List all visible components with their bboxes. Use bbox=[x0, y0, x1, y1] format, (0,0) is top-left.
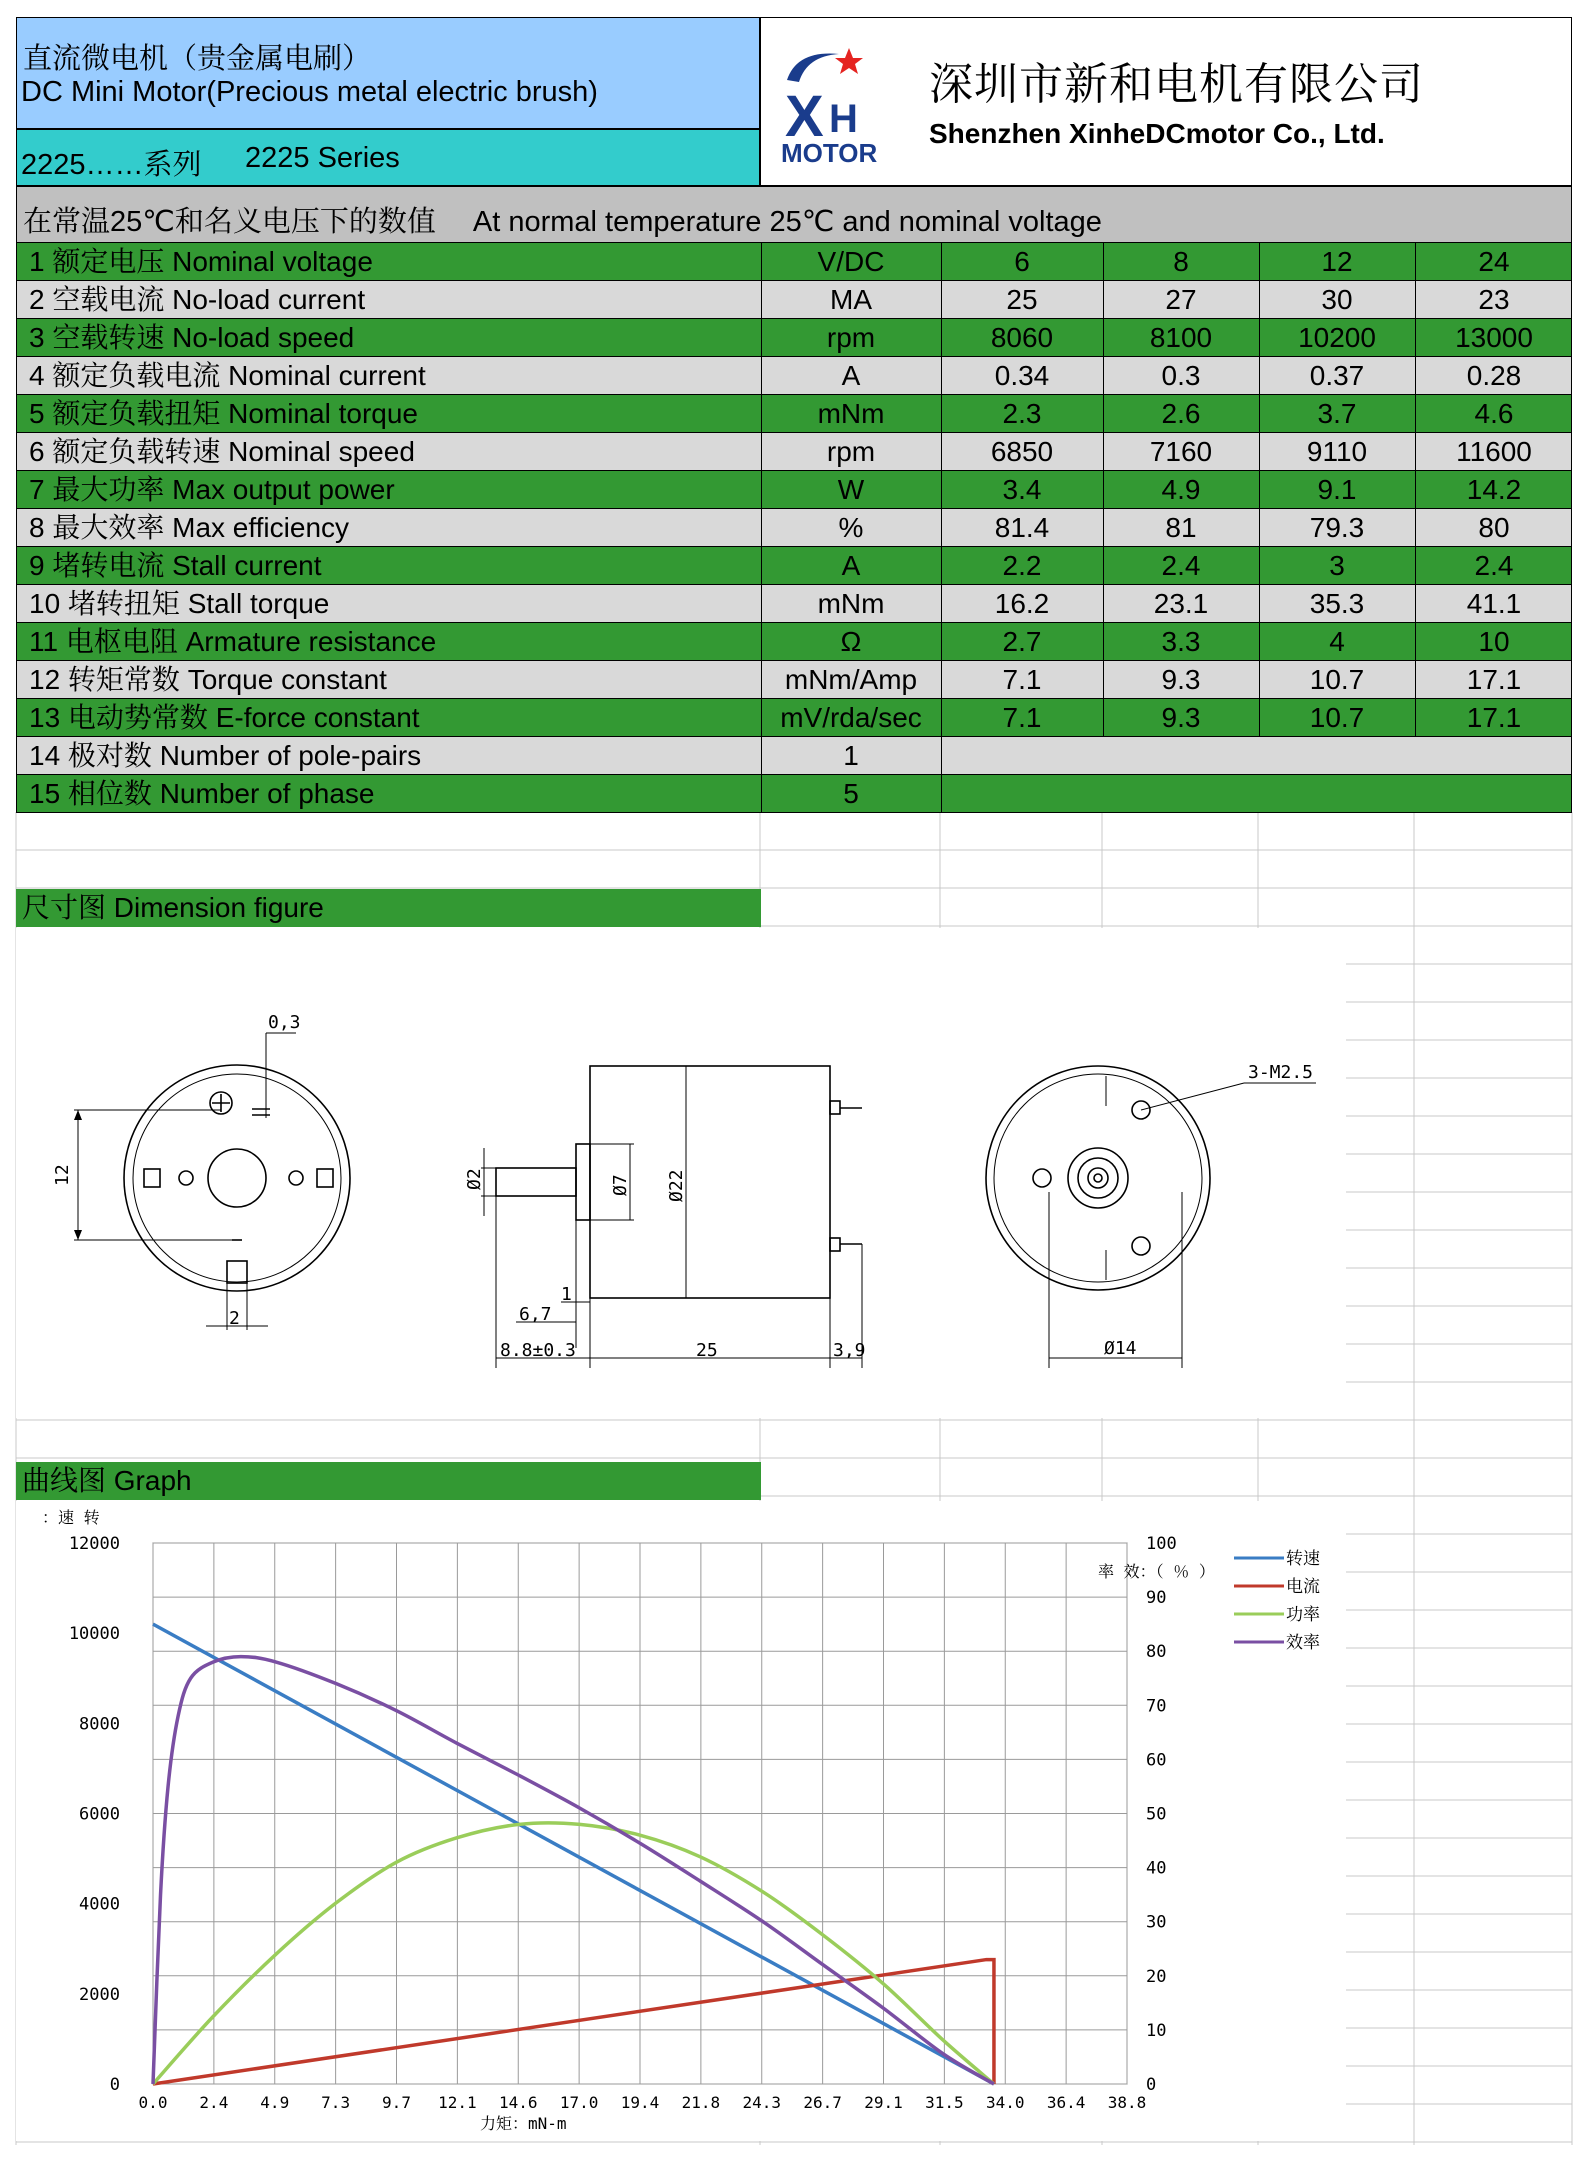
spec-value: 9.3 bbox=[1161, 664, 1201, 695]
cell-divider bbox=[761, 281, 762, 319]
spec-value: 4.9 bbox=[1161, 474, 1201, 505]
cell-divider bbox=[1415, 433, 1416, 471]
cell-divider bbox=[941, 623, 942, 661]
cell-divider bbox=[1103, 357, 1104, 395]
spec-row bbox=[16, 319, 1572, 357]
spec-unit: 1 bbox=[843, 740, 859, 771]
spec-value: 10200 bbox=[1298, 322, 1376, 353]
spec-label: 7 最大功率 Max output power bbox=[29, 474, 395, 505]
spec-value: 14.2 bbox=[1466, 474, 1522, 505]
y-left-axis-label: ：速 转 bbox=[42, 1508, 100, 1527]
condition-row bbox=[16, 186, 1572, 243]
spec-value: 8 bbox=[1173, 246, 1189, 277]
svg-text:Ø7: Ø7 bbox=[610, 1174, 631, 1196]
cell-divider bbox=[761, 319, 762, 357]
spec-label: 1 额定电压 Nominal voltage bbox=[29, 246, 373, 277]
company-logo bbox=[777, 42, 887, 167]
spec-value: 0.34 bbox=[994, 360, 1050, 391]
series-cn: 2225……系列 bbox=[21, 149, 202, 181]
spec-value: 23.1 bbox=[1153, 588, 1209, 619]
cell-divider bbox=[1103, 281, 1104, 319]
spec-value: 2.7 bbox=[1002, 626, 1042, 657]
spec-label: 8 最大效率 Max efficiency bbox=[29, 512, 350, 543]
spec-unit: rpm bbox=[826, 436, 876, 467]
cell-divider bbox=[1415, 699, 1416, 737]
x-tick-label: 12.1 bbox=[438, 2093, 477, 2112]
y-right-tick-label: 40 bbox=[1146, 1858, 1167, 1879]
spec-unit: MA bbox=[830, 284, 872, 315]
graph-section-title: 曲线图 Graph bbox=[22, 1465, 192, 1496]
dimension-section-bar bbox=[16, 889, 761, 927]
spec-value: 2.6 bbox=[1161, 398, 1201, 429]
spec-value: 35.3 bbox=[1309, 588, 1365, 619]
cell-divider bbox=[761, 547, 762, 585]
x-tick-label: 21.8 bbox=[681, 2093, 721, 2112]
cell-divider bbox=[941, 509, 942, 547]
spec-value: 2.3 bbox=[1002, 398, 1042, 429]
spec-value: 3.7 bbox=[1317, 398, 1357, 429]
spec-value: 79.3 bbox=[1309, 512, 1365, 543]
spec-value: 13000 bbox=[1455, 322, 1533, 353]
cell-divider bbox=[761, 243, 762, 281]
company-cell bbox=[760, 17, 1572, 186]
svg-text:MOTOR: MOTOR bbox=[781, 138, 878, 167]
company-name-cn: 深圳市新和电机有限公司 bbox=[929, 59, 1424, 110]
cell-divider bbox=[1259, 661, 1260, 699]
spec-unit: A bbox=[841, 360, 861, 391]
series-line-1 bbox=[153, 1960, 994, 2084]
spec-value: 10 bbox=[1478, 626, 1510, 657]
cell-divider bbox=[941, 357, 942, 395]
spec-unit: rpm bbox=[826, 322, 876, 353]
spec-row bbox=[16, 547, 1572, 585]
cell-divider bbox=[1103, 585, 1104, 623]
y-right-tick-label: 30 bbox=[1146, 1912, 1167, 1933]
spec-value: 10.7 bbox=[1309, 702, 1365, 733]
cell-divider bbox=[1259, 509, 1260, 547]
cell-divider bbox=[941, 661, 942, 699]
y-right-tick-label: 90 bbox=[1146, 1588, 1167, 1609]
title-cell bbox=[16, 17, 760, 129]
cell-divider bbox=[761, 471, 762, 509]
spec-unit: W bbox=[837, 474, 865, 505]
x-tick-label: 26.7 bbox=[803, 2093, 842, 2112]
cell-divider bbox=[761, 357, 762, 395]
spec-value: 3.4 bbox=[1002, 474, 1042, 505]
cell-divider bbox=[941, 319, 942, 357]
series-line-0 bbox=[153, 1624, 994, 2084]
legend-label: 功率 bbox=[1286, 1605, 1320, 1625]
legend-label: 电流 bbox=[1286, 1577, 1320, 1597]
svg-text:2: 2 bbox=[229, 1308, 240, 1329]
cell-divider bbox=[1259, 357, 1260, 395]
spec-row bbox=[16, 243, 1572, 281]
cell-divider bbox=[1415, 509, 1416, 547]
spec-label: 13 电动势常数 E-force constant bbox=[29, 702, 420, 733]
title-en: DC Mini Motor(Precious metal electric brush) bbox=[21, 76, 598, 108]
series-cell bbox=[16, 129, 760, 186]
cell-divider bbox=[941, 737, 942, 775]
cell-divider bbox=[761, 509, 762, 547]
spec-row bbox=[16, 585, 1572, 623]
spec-unit: mNm bbox=[817, 588, 885, 619]
svg-text:25: 25 bbox=[696, 1340, 718, 1361]
cell-divider bbox=[941, 281, 942, 319]
cell-divider bbox=[1415, 547, 1416, 585]
svg-text:3,9: 3,9 bbox=[833, 1340, 866, 1361]
x-tick-label: 36.4 bbox=[1046, 2093, 1086, 2112]
series-en: 2225 Series bbox=[245, 142, 400, 174]
dimension-section-title: 尺寸图 Dimension figure bbox=[22, 892, 324, 923]
spec-unit: 5 bbox=[843, 778, 859, 809]
spec-row bbox=[16, 661, 1572, 699]
x-tick-label: 34.0 bbox=[985, 2093, 1025, 2112]
y-right-tick-label: 10 bbox=[1146, 2020, 1167, 2041]
y-left-tick-label: 8000 bbox=[79, 1714, 120, 1735]
spec-value: 10.7 bbox=[1309, 664, 1365, 695]
spec-value: 30 bbox=[1321, 284, 1353, 315]
spec-value: 0.37 bbox=[1309, 360, 1365, 391]
x-tick-label: 31.5 bbox=[925, 2093, 964, 2112]
spec-label: 9 堵转电流 Stall current bbox=[29, 550, 322, 581]
spec-value: 4.6 bbox=[1474, 398, 1514, 429]
cell-divider bbox=[941, 547, 942, 585]
cell-divider bbox=[941, 395, 942, 433]
cell-divider bbox=[1415, 585, 1416, 623]
spec-label: 5 额定负载扭矩 Nominal torque bbox=[29, 398, 419, 429]
spec-unit: mV/rda/sec bbox=[780, 702, 922, 733]
cell-divider bbox=[941, 585, 942, 623]
svg-text:6,7: 6,7 bbox=[519, 1304, 552, 1325]
cell-divider bbox=[761, 661, 762, 699]
spec-label: 6 额定负载转速 Nominal speed bbox=[29, 436, 415, 467]
spec-value: 3 bbox=[1329, 550, 1345, 581]
cell-divider bbox=[1103, 471, 1104, 509]
y-right-tick-label: 80 bbox=[1146, 1642, 1167, 1663]
cell-divider bbox=[941, 433, 942, 471]
svg-text:X: X bbox=[785, 84, 824, 149]
series-line-2 bbox=[153, 1823, 994, 2084]
spec-label: 14 极对数 Number of pole-pairs bbox=[29, 740, 422, 771]
front-view bbox=[986, 1066, 1316, 1368]
cell-divider bbox=[941, 775, 942, 813]
spec-label: 4 额定负载电流 Nominal current bbox=[29, 360, 426, 391]
x-tick-label: 2.4 bbox=[199, 2093, 229, 2112]
cell-divider bbox=[1103, 319, 1104, 357]
cell-divider bbox=[1415, 243, 1416, 281]
cell-divider bbox=[1415, 661, 1416, 699]
cell-divider bbox=[1259, 585, 1260, 623]
dimension-drawing bbox=[16, 928, 1346, 1418]
spec-unit: Ω bbox=[840, 626, 862, 657]
spec-unit: A bbox=[841, 550, 861, 581]
cell-divider bbox=[761, 395, 762, 433]
spec-value: 41.1 bbox=[1466, 588, 1522, 619]
y-right-tick-label: 0 bbox=[1146, 2075, 1157, 2095]
cell-divider bbox=[1259, 243, 1260, 281]
cell-divider bbox=[761, 585, 762, 623]
cell-divider bbox=[1103, 699, 1104, 737]
legend-label: 效率 bbox=[1286, 1633, 1320, 1653]
graph-section-bar bbox=[16, 1462, 761, 1500]
svg-text:Ø14: Ø14 bbox=[1104, 1338, 1137, 1359]
spec-value: 11600 bbox=[1456, 436, 1532, 467]
spec-row bbox=[16, 699, 1572, 737]
cell-divider bbox=[941, 243, 942, 281]
x-tick-label: 0.0 bbox=[138, 2093, 168, 2112]
cell-divider bbox=[1259, 623, 1260, 661]
cell-divider bbox=[1259, 319, 1260, 357]
spec-unit: mNm/Amp bbox=[784, 664, 918, 695]
spec-value: 80 bbox=[1478, 512, 1510, 543]
spec-row bbox=[16, 509, 1572, 547]
performance-chart bbox=[16, 1501, 1346, 2141]
company-name-en: Shenzhen XinheDCmotor Co., Ltd. bbox=[929, 118, 1385, 149]
spec-value: 9.3 bbox=[1161, 702, 1201, 733]
cell-divider bbox=[1103, 243, 1104, 281]
spec-row bbox=[16, 281, 1572, 319]
y-left-tick-label: 4000 bbox=[79, 1894, 120, 1915]
legend-label: 转速 bbox=[1286, 1549, 1320, 1569]
spec-unit: mNm bbox=[817, 398, 885, 429]
svg-text:0,3: 0,3 bbox=[268, 1012, 301, 1033]
y-right-tick-label: 50 bbox=[1146, 1804, 1167, 1825]
cell-divider bbox=[1415, 395, 1416, 433]
cell-divider bbox=[1415, 623, 1416, 661]
spec-label: 15 相位数 Number of phase bbox=[29, 778, 375, 809]
x-tick-label: 38.8 bbox=[1107, 2093, 1147, 2112]
spec-value: 7.1 bbox=[1002, 664, 1042, 695]
spec-label: 12 转矩常数 Torque constant bbox=[29, 664, 387, 695]
y-right-tick-label: 20 bbox=[1146, 1966, 1167, 1987]
spec-row bbox=[16, 395, 1572, 433]
svg-text:1: 1 bbox=[561, 1284, 572, 1305]
spec-value: 8060 bbox=[990, 322, 1054, 353]
cell-divider bbox=[941, 471, 942, 509]
cell-divider bbox=[761, 699, 762, 737]
cell-divider bbox=[941, 699, 942, 737]
spec-value: 25 bbox=[1006, 284, 1038, 315]
title-cn: 直流微电机（贵金属电刷） bbox=[23, 43, 372, 75]
spec-value: 17.1 bbox=[1466, 664, 1522, 695]
spec-row bbox=[16, 471, 1572, 509]
cell-divider bbox=[1259, 433, 1260, 471]
rear-view bbox=[74, 1033, 350, 1330]
spec-value: 0.3 bbox=[1161, 360, 1201, 391]
y-right-tick-label: 70 bbox=[1146, 1696, 1167, 1717]
y-left-tick-label: 10000 bbox=[68, 1624, 120, 1645]
x-tick-label: 7.3 bbox=[321, 2093, 351, 2112]
cell-divider bbox=[1103, 623, 1104, 661]
cell-divider bbox=[1103, 433, 1104, 471]
cell-divider bbox=[1415, 319, 1416, 357]
spec-label: 3 空载转速 No-load speed bbox=[29, 322, 355, 353]
svg-text:Ø2: Ø2 bbox=[464, 1168, 485, 1190]
spec-value: 9110 bbox=[1306, 436, 1368, 467]
spec-value: 9.1 bbox=[1317, 474, 1357, 505]
svg-text:12: 12 bbox=[52, 1164, 73, 1186]
spec-value: 12 bbox=[1321, 246, 1353, 277]
y-left-tick-label: 2000 bbox=[79, 1984, 120, 2005]
condition-text: 在常温25℃和名义电压下的数值 At normal temperature 25℃ and nominal voltage bbox=[23, 206, 1102, 238]
cell-divider bbox=[1259, 547, 1260, 585]
svg-text:Ø22: Ø22 bbox=[666, 1169, 687, 1202]
spec-unit: V/DC bbox=[817, 246, 885, 277]
spec-value: 81.4 bbox=[994, 512, 1050, 543]
spec-value: 2.2 bbox=[1002, 550, 1042, 581]
spec-value: 0.28 bbox=[1466, 360, 1522, 391]
cell-divider bbox=[1103, 509, 1104, 547]
x-tick-label: 29.1 bbox=[864, 2093, 903, 2112]
cell-divider bbox=[1103, 395, 1104, 433]
x-tick-label: 17.0 bbox=[559, 2093, 599, 2112]
x-tick-label: 9.7 bbox=[382, 2093, 411, 2112]
spec-label: 2 空载电流 No-load current bbox=[29, 284, 366, 315]
spec-label: 10 堵转扭矩 Stall torque bbox=[29, 588, 330, 619]
spec-value: 27 bbox=[1165, 284, 1197, 315]
x-tick-label: 14.6 bbox=[498, 2093, 538, 2112]
spec-value: 3.3 bbox=[1161, 626, 1201, 657]
spec-value: 24 bbox=[1478, 246, 1510, 277]
spec-row bbox=[16, 433, 1572, 471]
spec-value: 2.4 bbox=[1474, 550, 1514, 581]
y-left-tick-label: 12000 bbox=[68, 1534, 120, 1554]
spec-row bbox=[16, 623, 1572, 661]
y-left-tick-label: 6000 bbox=[79, 1804, 120, 1825]
cell-divider bbox=[1415, 357, 1416, 395]
cell-divider bbox=[1103, 661, 1104, 699]
spec-row bbox=[16, 737, 1572, 775]
cell-divider bbox=[1259, 395, 1260, 433]
svg-text:3-M2.5: 3-M2.5 bbox=[1248, 1062, 1314, 1083]
cell-divider bbox=[761, 737, 762, 775]
spec-value: 4 bbox=[1329, 626, 1345, 657]
svg-text:8.8±0.3: 8.8±0.3 bbox=[500, 1340, 576, 1361]
spec-value: 23 bbox=[1478, 284, 1510, 315]
spec-value: 17.1 bbox=[1466, 702, 1522, 733]
spec-value: 7160 bbox=[1149, 436, 1213, 467]
spec-value: 6 bbox=[1014, 246, 1030, 277]
spec-label: 11 电枢电阻 Armature resistance bbox=[29, 626, 437, 657]
spec-value: 8100 bbox=[1149, 322, 1213, 353]
cell-divider bbox=[761, 433, 762, 471]
cell-divider bbox=[761, 775, 762, 813]
spec-row bbox=[16, 775, 1572, 813]
x-axis-label: 力矩：mN-m bbox=[480, 2114, 567, 2133]
spec-value: 16.2 bbox=[994, 588, 1050, 619]
spec-value: 7.1 bbox=[1002, 702, 1042, 733]
spec-value: 81 bbox=[1165, 512, 1197, 543]
spec-row bbox=[16, 357, 1572, 395]
spec-value: 2.4 bbox=[1161, 550, 1201, 581]
y-right-tick-label: 100 bbox=[1146, 1534, 1177, 1554]
y-left-tick-label: 0 bbox=[109, 2075, 120, 2095]
x-tick-label: 19.4 bbox=[620, 2093, 660, 2112]
spec-unit: % bbox=[838, 512, 864, 543]
y-right-axis-label: 率 效：（ ％ ） bbox=[1098, 1562, 1215, 1581]
spec-value: 6850 bbox=[990, 436, 1054, 467]
cell-divider bbox=[1259, 471, 1260, 509]
cell-divider bbox=[761, 623, 762, 661]
cell-divider bbox=[1415, 281, 1416, 319]
svg-text:H: H bbox=[829, 97, 858, 141]
cell-divider bbox=[1103, 547, 1104, 585]
cell-divider bbox=[1415, 471, 1416, 509]
x-tick-label: 24.3 bbox=[742, 2093, 782, 2112]
cell-divider bbox=[1259, 699, 1260, 737]
x-tick-label: 4.9 bbox=[260, 2093, 290, 2112]
cell-divider bbox=[1259, 281, 1260, 319]
y-right-tick-label: 60 bbox=[1146, 1750, 1167, 1771]
